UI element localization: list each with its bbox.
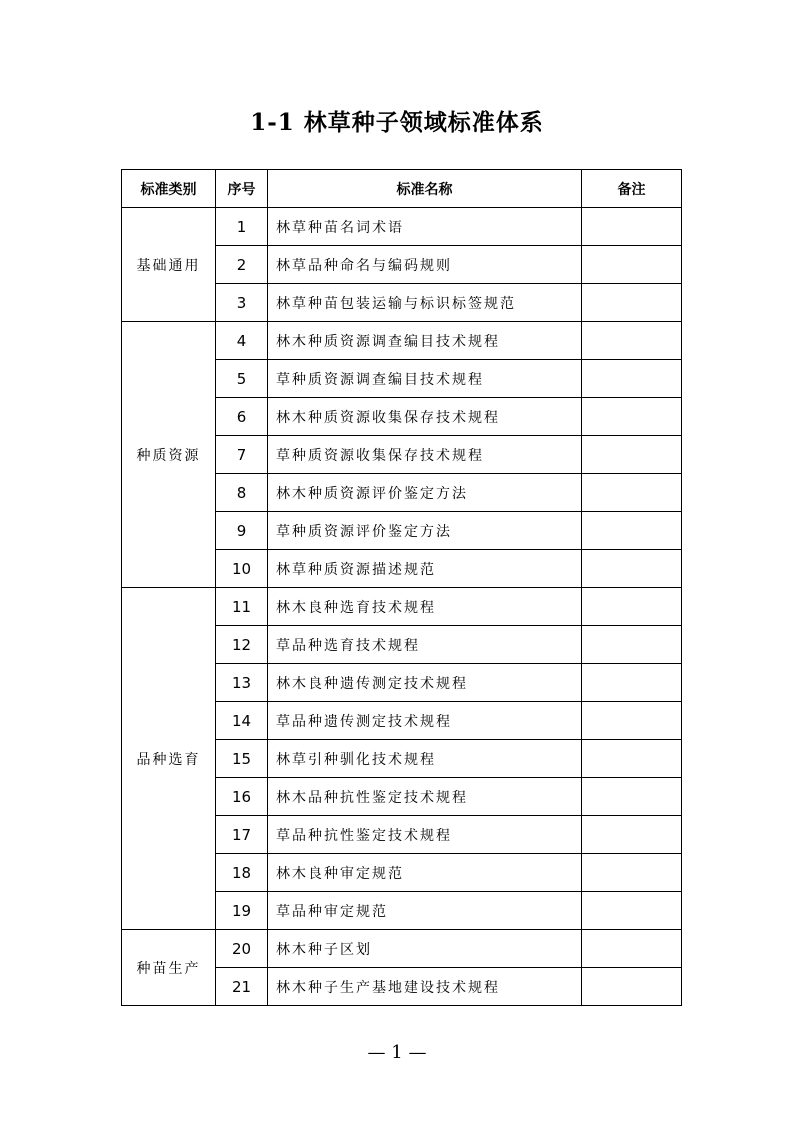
number-cell: 11: [216, 588, 268, 626]
number-cell: 6: [216, 398, 268, 436]
standard-name-cell: 林草种苗名词术语: [268, 208, 582, 246]
note-cell: [582, 664, 682, 702]
standard-name-cell: 草品种审定规范: [268, 892, 582, 930]
category-cell: 种质资源: [122, 322, 216, 588]
table-row: [122, 208, 682, 246]
note-cell: [582, 512, 682, 550]
note-cell: [582, 436, 682, 474]
table-row: [122, 588, 682, 626]
standard-name-cell: 林草种质资源描述规范: [268, 550, 582, 588]
number-cell: 7: [216, 436, 268, 474]
standard-name-cell: 草种质资源评价鉴定方法: [268, 512, 582, 550]
note-cell: [582, 778, 682, 816]
note-cell: [582, 588, 682, 626]
header-note: 备注: [582, 170, 682, 208]
note-cell: [582, 626, 682, 664]
note-cell: [582, 854, 682, 892]
category-cell: 品种选育: [122, 588, 216, 930]
note-cell: [582, 968, 682, 1006]
number-cell: 19: [216, 892, 268, 930]
standard-name-cell: 草品种抗性鉴定技术规程: [268, 816, 582, 854]
note-cell: [582, 322, 682, 360]
number-cell: 1: [216, 208, 268, 246]
document-title: 1-1 林草种子领域标准体系: [250, 109, 544, 136]
note-cell: [582, 740, 682, 778]
category-cell: 基础通用: [122, 208, 216, 322]
standard-name-cell: 林木品种抗性鉴定技术规程: [268, 778, 582, 816]
note-cell: [582, 208, 682, 246]
standard-name-cell: 林木良种遗传测定技术规程: [268, 664, 582, 702]
note-cell: [582, 550, 682, 588]
number-cell: 16: [216, 778, 268, 816]
standard-name-cell: 林木种质资源收集保存技术规程: [268, 398, 582, 436]
note-cell: [582, 398, 682, 436]
note-cell: [582, 474, 682, 512]
number-cell: 13: [216, 664, 268, 702]
table-row: [122, 930, 682, 968]
number-cell: 17: [216, 816, 268, 854]
number-cell: 9: [216, 512, 268, 550]
number-cell: 21: [216, 968, 268, 1006]
number-cell: 5: [216, 360, 268, 398]
header-category: 标准类别: [122, 170, 216, 208]
note-cell: [582, 892, 682, 930]
note-cell: [582, 284, 682, 322]
page-number: — 1 —: [367, 1042, 427, 1063]
header-number: 序号: [216, 170, 268, 208]
standard-name-cell: 草种质资源调查编目技术规程: [268, 360, 582, 398]
standard-name-cell: 林木种子生产基地建设技术规程: [268, 968, 582, 1006]
table-header-row: [122, 170, 682, 208]
standard-name-cell: 林草种苗包装运输与标识标签规范: [268, 284, 582, 322]
header-name: 标准名称: [268, 170, 582, 208]
number-cell: 8: [216, 474, 268, 512]
number-cell: 14: [216, 702, 268, 740]
number-cell: 10: [216, 550, 268, 588]
standard-name-cell: 林木种质资源调查编目技术规程: [268, 322, 582, 360]
number-cell: 4: [216, 322, 268, 360]
note-cell: [582, 702, 682, 740]
note-cell: [582, 816, 682, 854]
standard-name-cell: 林木种质资源评价鉴定方法: [268, 474, 582, 512]
number-cell: 12: [216, 626, 268, 664]
note-cell: [582, 246, 682, 284]
number-cell: 2: [216, 246, 268, 284]
category-cell: 种苗生产: [122, 930, 216, 1006]
number-cell: 18: [216, 854, 268, 892]
note-cell: [582, 930, 682, 968]
table-row: [122, 322, 682, 360]
number-cell: 15: [216, 740, 268, 778]
standard-name-cell: 林草引种驯化技术规程: [268, 740, 582, 778]
standard-name-cell: 草品种遗传测定技术规程: [268, 702, 582, 740]
standard-name-cell: 草品种选育技术规程: [268, 626, 582, 664]
standard-name-cell: 林木种子区划: [268, 930, 582, 968]
number-cell: 20: [216, 930, 268, 968]
standard-name-cell: 林木良种审定规范: [268, 854, 582, 892]
note-cell: [582, 360, 682, 398]
standard-name-cell: 林草品种命名与编码规则: [268, 246, 582, 284]
standard-name-cell: 草种质资源收集保存技术规程: [268, 436, 582, 474]
standard-name-cell: 林木良种选育技术规程: [268, 588, 582, 626]
standards-table: [121, 169, 682, 1006]
number-cell: 3: [216, 284, 268, 322]
